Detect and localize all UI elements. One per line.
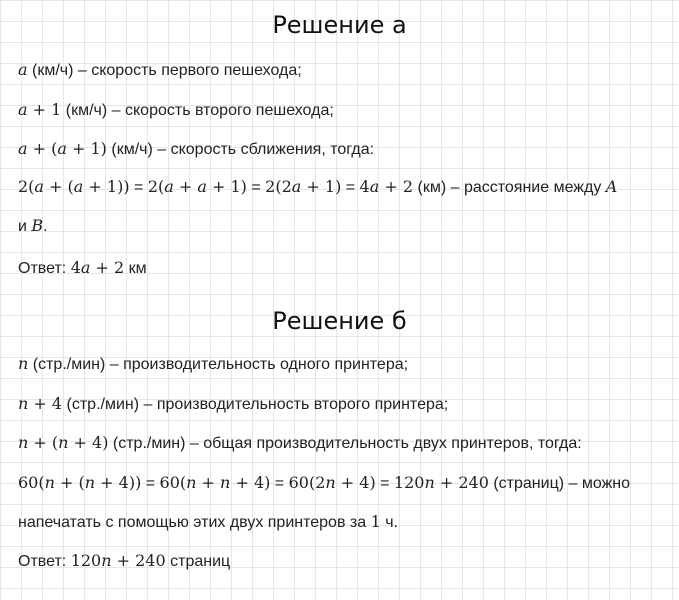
section-a-line-2 [18, 99, 334, 122]
math-var: n [220, 473, 231, 492]
math-var: n [44, 473, 55, 492]
math-var: n [84, 473, 96, 492]
math-var: a [57, 139, 67, 158]
math-expr: + ( [54, 473, 85, 492]
math-var: n [101, 551, 112, 570]
math-expr: + 1) [301, 177, 342, 196]
math-expr: + 2 [90, 258, 125, 277]
section-a-answer [18, 257, 147, 280]
math-point: B [31, 216, 44, 235]
math-var: a [73, 177, 84, 196]
equals: = [141, 475, 160, 492]
math-var: n [18, 354, 29, 373]
section-b-line-5 [18, 511, 398, 534]
text: ч. [380, 514, 398, 531]
math-var: a [369, 177, 380, 196]
math-expr: + 4) [335, 473, 376, 492]
text: . [43, 218, 48, 235]
math-expr: + 4)) [95, 473, 142, 492]
math-expr: + 4 [28, 394, 63, 413]
text: (км) – расстояние между [413, 179, 606, 196]
math-var: a [80, 258, 91, 277]
math-expr: + [196, 473, 221, 492]
math-expr: 2( [147, 177, 165, 196]
equals: = [341, 179, 360, 196]
text: (стр./мин) – производительность одного принтера; [28, 356, 409, 373]
section-a-line-5 [18, 215, 48, 238]
math-var: n [186, 473, 197, 492]
math-expr: + ( [27, 139, 58, 158]
math-expr: 60( [18, 473, 45, 492]
math-var: a [18, 60, 28, 79]
math-var: a [34, 177, 44, 196]
math-expr: + 1) [66, 139, 107, 158]
math-expr: + ( [43, 177, 74, 196]
math-var: a [18, 100, 28, 119]
answer-label: Ответ: [18, 260, 71, 277]
math-expr: 4 [359, 177, 370, 196]
equals: = [246, 179, 266, 196]
math-var: n [18, 394, 29, 413]
math-var: n [424, 473, 435, 492]
math-expr: + 2 [379, 177, 414, 196]
math-expr: 120 [70, 551, 102, 570]
text: (км/ч) – скорость первого пешехода; [27, 62, 302, 79]
math-var: a [291, 177, 302, 196]
text: (км/ч) – скорость сближения, тогда: [106, 141, 375, 158]
text: (км/ч) – скорость второго пешехода; [61, 102, 334, 119]
math-expr: + [173, 177, 198, 196]
section-a-line-1 [18, 59, 302, 82]
section-b-answer [18, 550, 230, 573]
math-expr: + 1 [27, 100, 62, 119]
math-var: n [18, 433, 29, 452]
equals: = [129, 179, 148, 196]
text: и [18, 218, 32, 235]
math-point: A [605, 177, 618, 196]
text: (стр./мин) – общая производительность двух принтеров, тогда: [108, 435, 582, 452]
math-expr: + 240 [111, 551, 166, 570]
math-var: n [58, 433, 69, 452]
section-a-line-4 [18, 176, 617, 199]
math-expr: + 1)) [83, 177, 130, 196]
text: (стр./мин) – производительность второго принтера; [62, 396, 449, 413]
math-expr: 60(2 [288, 473, 326, 492]
section-a-title: Решение а [272, 11, 407, 39]
math-expr: 2(2 [265, 177, 292, 196]
section-b-line-1 [18, 353, 408, 376]
answer-label: Ответ: [18, 553, 71, 570]
math-expr: 4 [70, 258, 81, 277]
section-b-title: Решение б [272, 307, 407, 335]
unit: страниц [165, 553, 231, 570]
math-var: a [18, 139, 28, 158]
math-expr: + 4) [230, 473, 271, 492]
math-expr: 120 [393, 473, 425, 492]
math-expr: + 4) [68, 433, 109, 452]
text: напечатать с помощью этих двух принтеров за [18, 514, 371, 531]
section-b-line-3 [18, 432, 582, 455]
math-expr: + 240 [434, 473, 489, 492]
text: (страниц) – можно [488, 475, 631, 492]
equals: = [375, 475, 394, 492]
equals: = [270, 475, 289, 492]
math-expr: 1 [370, 512, 381, 531]
math-var: n [325, 473, 336, 492]
math-expr: 60( [159, 473, 187, 492]
section-b-line-4 [18, 472, 630, 495]
section-a-line-3 [18, 138, 374, 161]
math-var: a [164, 177, 174, 196]
section-b-line-2 [18, 393, 448, 416]
unit: км [124, 260, 147, 277]
math-expr: + 1) [206, 177, 247, 196]
math-var: a [197, 177, 207, 196]
math-expr: + ( [28, 433, 59, 452]
math-expr: 2( [18, 177, 35, 196]
